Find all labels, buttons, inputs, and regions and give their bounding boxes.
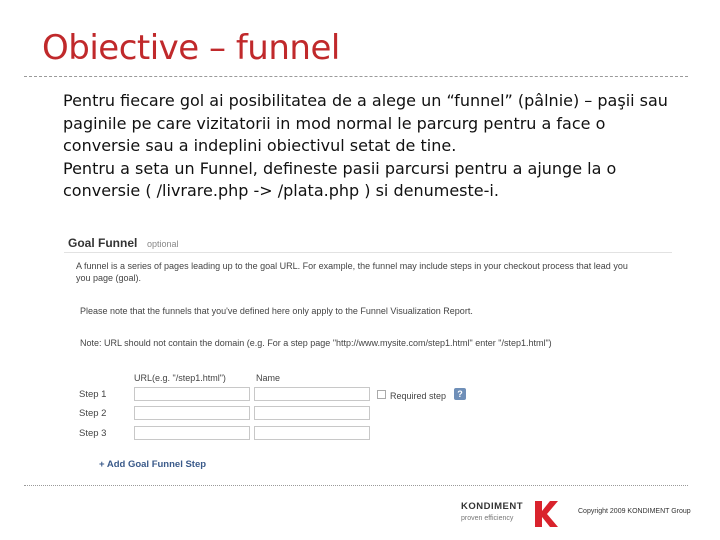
- name-column-header: Name: [256, 373, 281, 383]
- logo-name: KONDIMENT: [461, 501, 524, 512]
- funnel-note: Please note that the funnels that you've defined here only apply to the Funnel Visualization Report.: [80, 306, 473, 316]
- logo-k-icon: [533, 499, 559, 529]
- step-2-name-input[interactable]: [254, 406, 370, 420]
- footer-divider: [24, 485, 688, 486]
- body-paragraph-1: Pentru fiecare gol ai posibilitatea de a alege un “funnel” (pâlnie) – paşii sau paginile pe care vizitatorii in mod normal le parcurg pentru a face o conversie sau a indeplini obiectivul setat de tine.: [63, 91, 668, 155]
- url-note: Note: URL should not contain the domain (e.g. For a step page "http://www.mysite.com/step1.html" enter "/step1.html"): [80, 338, 552, 348]
- title-divider: [24, 76, 688, 77]
- required-step-checkbox[interactable]: [377, 390, 386, 399]
- goal-funnel-header: [64, 228, 672, 253]
- slide-title: Obiective – funnel: [42, 28, 340, 68]
- step-3-label: Step 3: [79, 428, 107, 439]
- step-2-label: Step 2: [79, 408, 107, 419]
- funnel-intro-line-1: A funnel is a series of pages leading up to the goal URL. For example, the funnel may include steps in your checkout process that lead you: [76, 261, 628, 271]
- logo-tagline: proven efficiency: [461, 515, 514, 522]
- slide-body: [63, 90, 673, 203]
- goal-funnel-title: Goal Funnel: [68, 236, 138, 250]
- step-3-name-input[interactable]: [254, 426, 370, 440]
- step-3-url-input[interactable]: [134, 426, 250, 440]
- help-icon[interactable]: ?: [454, 388, 466, 400]
- required-step-label: Required step: [390, 391, 447, 401]
- url-column-header: URL(e.g. "/step1.html"): [134, 373, 226, 383]
- step-1-url-input[interactable]: [134, 387, 250, 401]
- step-2-url-input[interactable]: [134, 406, 250, 420]
- body-paragraph-2: Pentru a seta un Funnel, defineste pasii parcursi pentru a ajunge la o conversie ( /livrare.php -> /plata.php ) si denumeste-i.: [63, 158, 617, 200]
- goal-funnel-screenshot: [64, 228, 672, 478]
- kondiment-logo: [461, 499, 561, 529]
- copyright-text: Copyright 2009 KONDIMENT Group: [578, 508, 691, 515]
- optional-label: optional: [147, 239, 179, 249]
- step-1-label: Step 1: [79, 389, 107, 400]
- add-goal-funnel-step-link[interactable]: + Add Goal Funnel Step: [99, 459, 207, 470]
- step-1-name-input[interactable]: [254, 387, 370, 401]
- funnel-intro-line-2: you page (goal).: [76, 273, 142, 283]
- funnel-intro-text: [76, 260, 670, 284]
